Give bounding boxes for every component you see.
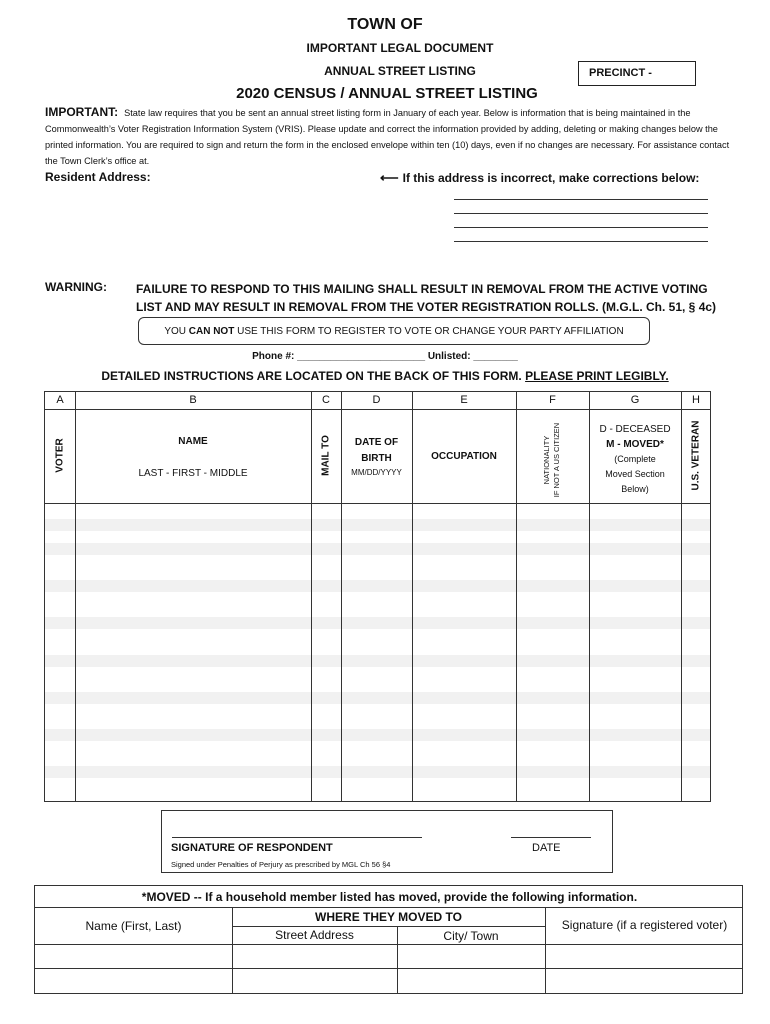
moved-table [34, 885, 743, 994]
veteran-header: U.S. VETERAN [690, 420, 702, 491]
voter-table [44, 391, 711, 802]
table-row[interactable] [45, 580, 710, 592]
table-row[interactable] [45, 729, 710, 741]
nationality-line2: IF NOT A US CITIZEN [552, 422, 561, 498]
name-header: NAME [178, 436, 208, 447]
notice-pre: YOU [164, 326, 189, 337]
table-row[interactable] [45, 617, 710, 629]
correction-line[interactable] [454, 227, 708, 228]
moved-row[interactable] [35, 945, 742, 967]
signature-box [161, 810, 613, 873]
perjury-note: Signed under Penalties of Perjury as prescribed by MGL Ch 56 §4 [171, 860, 391, 869]
left-arrow-icon: ⟵ [380, 170, 399, 185]
registration-notice [138, 317, 650, 345]
column-letter: H [692, 394, 700, 406]
phone-line[interactable]: Phone #: _______________________ Unlisted: ________ [252, 351, 518, 362]
occupation-header: OCCUPATION [431, 451, 497, 462]
correction-prompt [380, 170, 699, 186]
column-letter: C [322, 394, 330, 406]
column-letter: A [56, 394, 64, 406]
warning-text: FAILURE TO RESPOND TO THIS MAILING SHALL RESULT IN REMOVAL FROM THE ACTIVE VOTING LIST AND MAY RESULT IN REMOVAL FROM THE VOTER REGISTRATION ROLLS. (M.G.L. Ch. 51, § 4c) [136, 282, 717, 314]
mail-to-header: MAIL TO [320, 435, 332, 476]
dob-format: MM/DD/YYYY [351, 468, 402, 477]
moved-signature-header: Signature (if a registered voter) [561, 918, 728, 932]
name-format: LAST - FIRST - MIDDLE [138, 468, 248, 479]
correction-line[interactable] [454, 213, 708, 214]
intro-text: State law requires that you be sent an annual street listing form in January of each year. Below is information that is being maintained in the Commonwealth’s Voter Registration Information System (VRIS). Please update and correct the information provided by adding, deleting or making changes below the printed information. You are required to sign and return the form in the enclosed envelope within ten (10) days, even if no changes are necessary. For assistance contact the Town Clerk’s office at. [45, 108, 730, 166]
table-row[interactable] [45, 543, 710, 555]
table-row[interactable] [45, 519, 710, 531]
moved-title: *MOVED -- If a household member listed has moved, provide the following information. [141, 890, 638, 904]
instructions-text: DETAILED INSTRUCTIONS ARE LOCATED ON THE BACK OF THIS FORM. [101, 369, 522, 383]
nationality-header [542, 410, 562, 510]
listing-type: ANNUAL STREET LISTING [324, 64, 476, 78]
form-title: 2020 CENSUS / ANNUAL STREET LISTING [236, 85, 538, 102]
voter-header: VOTER [54, 438, 66, 473]
print-legibly: PLEASE PRINT LEGIBLY. [525, 369, 669, 383]
status-moved: M - MOVED* [606, 439, 664, 450]
where-moved-header: WHERE THEY MOVED TO [315, 910, 462, 924]
moved-row[interactable] [35, 969, 742, 993]
status-deceased: D - DECEASED [599, 424, 671, 435]
city-town-header: City/ Town [443, 929, 499, 943]
column-letter: G [630, 394, 640, 406]
correction-label: If this address is incorrect, make corrections below: [402, 171, 700, 185]
column-letter: B [189, 394, 197, 406]
dob-header-line1: DATE OF [354, 437, 399, 448]
intro-lead: IMPORTANT: [45, 105, 119, 119]
column-letter: D [372, 394, 381, 406]
document-type: IMPORTANT LEGAL DOCUMENT [306, 41, 494, 55]
intro-paragraph [45, 104, 735, 169]
table-row[interactable] [45, 692, 710, 704]
table-row[interactable] [45, 766, 710, 778]
nationality-line1: NATIONALITY [542, 435, 551, 485]
precinct-box[interactable]: PRECINCT - [578, 61, 696, 86]
date-label: DATE [532, 842, 561, 854]
resident-address-label: Resident Address: [45, 170, 151, 184]
column-letter: E [460, 394, 468, 406]
status-note-1: (Complete [614, 454, 656, 464]
correction-line[interactable] [454, 199, 708, 200]
instructions-line [0, 369, 770, 383]
warning-label: WARNING: [45, 280, 107, 294]
column-letter: F [549, 394, 556, 406]
signature-line[interactable] [172, 837, 422, 838]
town-heading: TOWN OF [347, 16, 423, 33]
status-note-2: Moved Section [605, 469, 665, 479]
status-note-3: Below) [621, 484, 649, 494]
table-row[interactable] [45, 655, 710, 667]
status-header [589, 422, 681, 497]
date-line[interactable] [511, 837, 591, 838]
correction-line[interactable] [454, 241, 708, 242]
street-address-header: Street Address [275, 928, 354, 942]
moved-name-header: Name (First, Last) [85, 919, 182, 933]
notice-post: USE THIS FORM TO REGISTER TO VOTE OR CHANGE YOUR PARTY AFFILIATION [234, 326, 624, 337]
dob-header-line2: BIRTH [361, 453, 392, 464]
signature-label: SIGNATURE OF RESPONDENT [171, 842, 333, 854]
notice-emphasis: CAN NOT [188, 326, 235, 337]
